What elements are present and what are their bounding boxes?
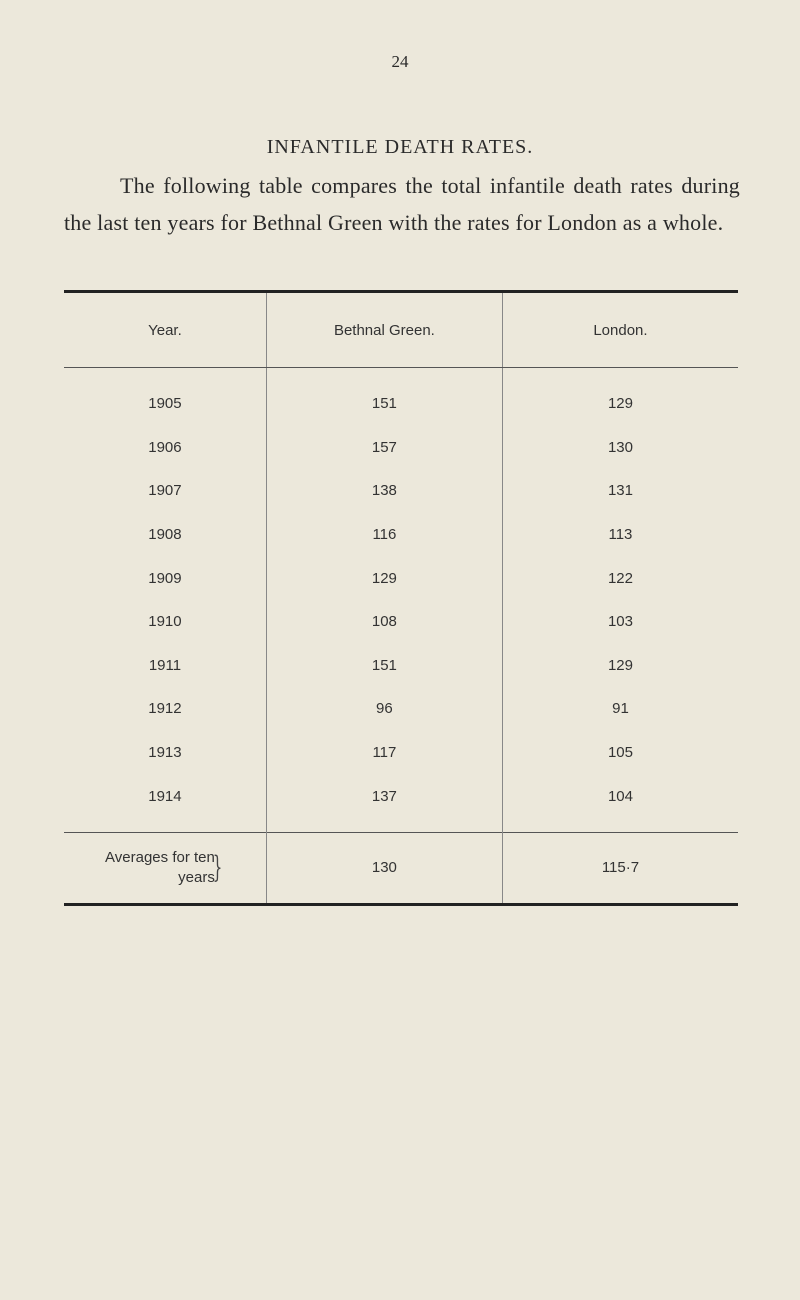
averages-london: 115·7 [502,832,738,903]
cell-bethnal-green: 137 [266,774,502,832]
table-row [64,469,738,513]
death-rates-table [64,293,738,903]
table-header-row [64,293,738,368]
header-london: London. [502,293,738,368]
table-row [64,426,738,470]
cell-year: 1908 [148,526,182,544]
cell-bethnal-green: 108 [266,600,502,644]
cell-bethnal-green: 151 [266,644,502,688]
table-row [64,556,738,600]
table-bottom-rule [64,903,738,906]
cell-london: 129 [502,368,738,426]
table-row [64,513,738,557]
death-rates-table-container [64,290,738,906]
cell-year: 1910 [148,613,182,631]
cell-london: 105 [502,731,738,775]
cell-year: 1914 [148,787,182,805]
intro-paragraph: The following table compares the total infantile death rates during the last ten years for Bethnal Green with the rates for London as a whole. [64,173,740,235]
cell-year: 1912 [148,700,182,718]
cell-year: 1911 [148,656,182,674]
averages-label-cell [64,832,266,903]
cell-london: 130 [502,426,738,470]
cell-bethnal-green: 96 [266,687,502,731]
averages-bethnal-green: 130 [266,832,502,903]
cell-london: 122 [502,556,738,600]
table-row [64,687,738,731]
cell-bethnal-green: 157 [266,426,502,470]
table-row [64,644,738,688]
averages-row [64,832,738,903]
cell-london: 103 [502,600,738,644]
cell-bethnal-green: 129 [266,556,502,600]
cell-bethnal-green: 151 [266,368,502,426]
header-bethnal-green: Bethnal Green. [266,293,502,368]
header-year: Year. [64,293,266,368]
cell-london: 113 [502,513,738,557]
cell-year: 1913 [148,744,182,762]
cell-london: 91 [502,687,738,731]
cell-london: 131 [502,469,738,513]
cell-london: 104 [502,774,738,832]
table-row [64,368,738,426]
brace-icon: } [212,849,223,885]
table-row [64,774,738,832]
cell-bethnal-green: 117 [266,731,502,775]
page-title: INFANTILE DEATH RATES. [266,136,534,158]
table-row [64,731,738,775]
cell-year: 1906 [148,438,182,456]
cell-year: 1907 [148,482,182,500]
cell-year: 1905 [148,395,182,413]
page-number: 24 [391,52,409,71]
cell-bethnal-green: 138 [266,469,502,513]
cell-year: 1909 [148,569,182,587]
averages-label-line2: years [178,868,215,886]
cell-bethnal-green: 116 [266,513,502,557]
averages-label [105,848,225,888]
cell-london: 129 [502,644,738,688]
table-row [64,600,738,644]
averages-label-line1: Averages for ten [105,848,215,866]
table-body [64,368,738,903]
